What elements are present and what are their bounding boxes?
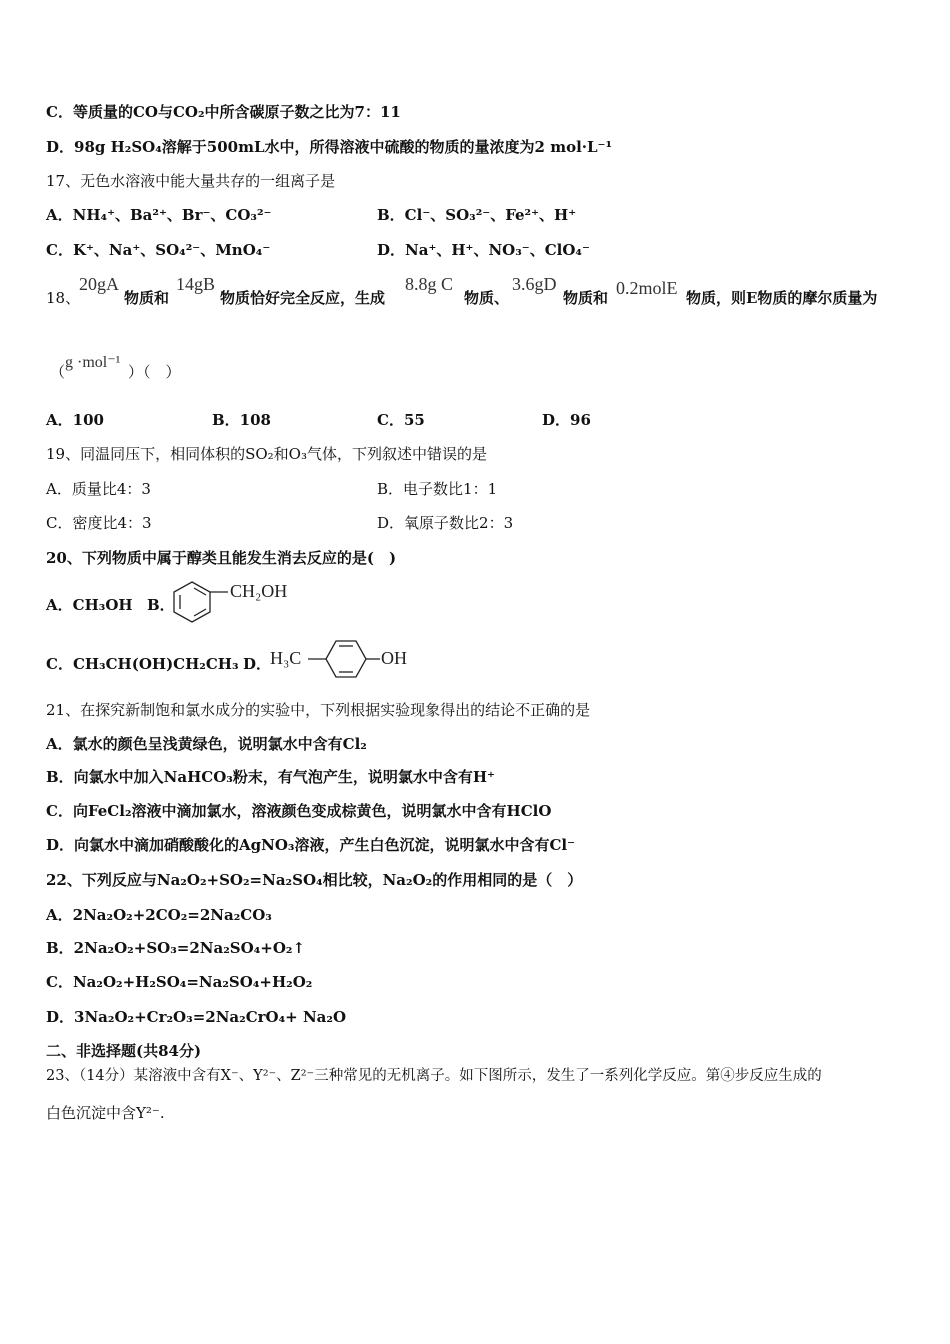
benzyl-ch2oh-label: CH₂OH bbox=[230, 581, 288, 601]
q18-text-1: 物质和 bbox=[124, 289, 170, 307]
q21-option-b: B．向氯水中加入NaHCO₃粉末，有气泡产生，说明氯水中含有H⁺ bbox=[46, 768, 495, 786]
q16-option-c: C．等质量的CO与CO₂中所含碳原子数之比为7：11 bbox=[46, 103, 401, 121]
q21-option-c: C．向FeCl₂溶液中滴加氯水，溶液颜色变成棕黄色，说明氯水中含有HClO bbox=[46, 802, 552, 820]
q23-line-1: 23、（14分）某溶液中含有X⁻、Y²⁻、Z²⁻三种常见的无机离子。如下图所示，发生了一系列化学反应。第④步反应生成的 bbox=[46, 1068, 822, 1084]
q18-number: 18、 bbox=[46, 289, 81, 307]
q19-options-row2 bbox=[46, 513, 910, 533]
q18-options bbox=[46, 410, 910, 430]
q18-quantity-c: 8.8g C bbox=[405, 274, 454, 294]
q18-quantity-a: 20gA bbox=[79, 274, 119, 294]
q19-option-b: B．电子数比1：1 bbox=[377, 480, 498, 498]
q20-option-b-label: B． bbox=[147, 596, 175, 614]
q18-quantity-b: 14gB bbox=[176, 274, 216, 294]
q18-unit-open: （ bbox=[50, 363, 66, 381]
q18-quantity-d: 3.6gD bbox=[512, 274, 557, 294]
q17-option-c: C．K⁺、Na⁺、SO₄²⁻、MnO₄⁻ bbox=[46, 241, 271, 259]
q19-option-a: A．质量比4：3 bbox=[46, 480, 151, 498]
cresol-oh-label: OH bbox=[381, 648, 407, 668]
q19-option-d: D．氧原子数比2：3 bbox=[377, 514, 514, 532]
benzyl-alcohol-structure bbox=[172, 578, 302, 624]
q21-option-d: D．向氯水中滴加硝酸酸化的AgNO₃溶液，产生白色沉淀，说明氯水中含有Cl⁻ bbox=[46, 836, 576, 854]
q18-option-b: B．108 bbox=[212, 411, 271, 429]
q17-options-row1 bbox=[46, 205, 910, 225]
q18-unit: g ·mol⁻¹ bbox=[65, 354, 121, 371]
q16-option-d: D．98g H₂SO₄溶解于500mL水中，所得溶液中硫酸的物质的量浓度为2 mol·L⁻¹ bbox=[46, 138, 613, 156]
q18-unit-close: ）（ ） bbox=[128, 363, 181, 381]
q18-option-a: A．100 bbox=[46, 411, 104, 429]
q18-option-c: C．55 bbox=[377, 411, 425, 429]
q22-option-c: C．Na₂O₂+H₂SO₄=Na₂SO₄+H₂O₂ bbox=[46, 973, 313, 991]
q23-line-2: 白色沉淀中含Y²⁻. bbox=[46, 1104, 165, 1122]
q20-option-c: C．CH₃CH(OH)CH₂CH₃ bbox=[46, 655, 239, 673]
q22-option-d: D．3Na₂O₂+Cr₂O₃=2Na₂CrO₄+ Na₂O bbox=[46, 1008, 347, 1026]
q18-quantity-e: 0.2molE bbox=[616, 278, 678, 298]
q20-option-d-label: D． bbox=[243, 655, 272, 673]
q20-stem: 20、下列物质中属于醇类且能发生消去反应的是( ) bbox=[46, 549, 397, 567]
q18-text-2: 物质恰好完全反应，生成 bbox=[220, 289, 386, 307]
q18-option-d: D．96 bbox=[542, 411, 591, 429]
cresol-methyl-label: H₃C bbox=[270, 648, 302, 668]
q18-text-3: 物质、 bbox=[464, 289, 510, 307]
q17-stem: 17、无色水溶液中能大量共存的一组离子是 bbox=[46, 172, 336, 190]
q22-stem: 22、下列反应与Na₂O₂+SO₂=Na₂SO₄相比较，Na₂O₂的作用相同的是（ ） bbox=[46, 871, 583, 889]
q22-option-a: A．2Na₂O₂+2CO₂=2Na₂CO₃ bbox=[46, 906, 272, 924]
q18-text-4: 物质和 bbox=[563, 289, 609, 307]
q21-option-a: A．氯水的颜色呈浅黄绿色，说明氯水中含有Cl₂ bbox=[46, 735, 367, 753]
p-cresol-structure bbox=[270, 637, 420, 683]
q19-option-c: C．密度比4：3 bbox=[46, 514, 152, 532]
q22-option-b: B．2Na₂O₂+SO₃=2Na₂SO₄+O₂↑ bbox=[46, 939, 306, 957]
q17-option-b: B．Cl⁻、SO₃²⁻、Fe²⁺、H⁺ bbox=[377, 206, 577, 224]
q20-option-a: A．CH₃OH bbox=[46, 596, 133, 614]
q19-stem: 19、同温同压下，相同体积的SO₂和O₃气体，下列叙述中错误的是 bbox=[46, 445, 487, 463]
q18-text-5: 物质，则E物质的摩尔质量为 bbox=[686, 289, 878, 307]
q19-options-row1 bbox=[46, 479, 910, 499]
q17-option-d: D．Na⁺、H⁺、NO₃⁻、ClO₄⁻ bbox=[377, 241, 590, 259]
section-2-title: 二、非选择题(共84分) bbox=[46, 1042, 202, 1060]
q17-options-row2 bbox=[46, 240, 910, 260]
q17-option-a: A．NH₄⁺、Ba²⁺、Br⁻、CO₃²⁻ bbox=[46, 206, 272, 224]
q21-stem: 21、在探究新制饱和氯水成分的实验中，下列根据实验现象得出的结论不正确的是 bbox=[46, 701, 591, 719]
